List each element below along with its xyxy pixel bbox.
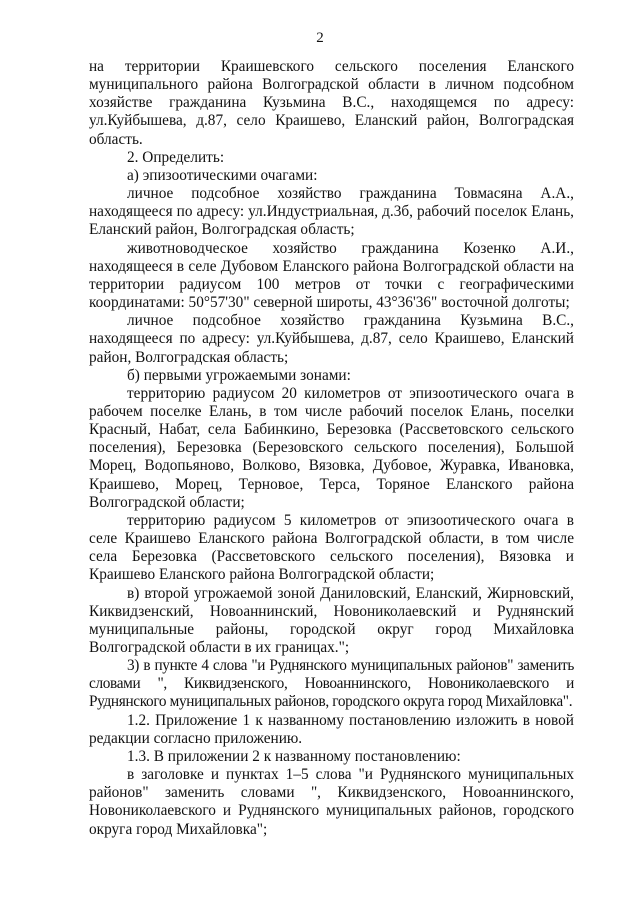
paragraph-title-amendment: в заголовке и пунктах 1–5 слова "и Руднянского муниципальных районов" заменить словами ", Киквидзенского, Новоаннинского, Новониколаевского и Руднянского муниципальных районов, городского округа город Михайловка"; xyxy=(89,766,574,838)
paragraph-kozenko-farm: животноводческое хозяйство гражданина Козенко А.И., находящееся в селе Дубовом Еланского района Волгоградской области на территории радиусом 100 метров от точки с географическими координатами: 50°57'30" северной широты, 43°36'36" восточной долготы; xyxy=(89,239,574,312)
paragraph-epizootic-foci: а) эпизоотическими очагами: xyxy=(127,166,318,184)
paragraph-appendix-1: 1.2. Приложение 1 к названному постановлению изложить в новой редакции согласно приложению. xyxy=(89,711,574,747)
paragraph-territory-kraishevo: на территории Краишевского сельского поселения Еланского муниципального района Волгоградской области в личном подсобном хозяйстве гражданина Кузьмина В.С., находящемся по адресу: ул.Куйбышева, д.87, село Краишево, Еланский район, Волгоградская область. xyxy=(89,58,574,148)
paragraph-kuzmin-farm: личное подсобное хозяйство гражданина Кузьмина В.С., находящееся по адресу: ул.Куйбышева, д.87, село Краишево, Еланский район, Волгоградская область; xyxy=(89,312,574,366)
document-body xyxy=(89,58,574,839)
paragraph-5km-zone: территорию радиусом 5 километров от эпизоотического очага в селе Краишево Еланского района Волгоградской области, в том числе села Березовка (Рассветовского сельского поселения), Вязовка и Краишево Еланского района Волгоградской области; xyxy=(89,511,574,584)
paragraph-tovmasyan-farm: личное подсобное хозяйство гражданина Товмасяна А.А., находящееся по адресу: ул.Индустриальная, д.3б, рабочий поселок Елань, Еланский район, Волгоградская область; xyxy=(89,185,574,239)
paragraph-point-4-amendment: 3) в пункте 4 слова "и Руднянского муниципальных районов" заменить словами ", Киквидзенского, Новоаннинского, Новониколаевского и Руднянского муниципальных районов, городского округа город Михайловка". xyxy=(89,657,574,711)
paragraph-define: 2. Определить: xyxy=(127,148,225,166)
paragraph-20km-zone: территорию радиусом 20 километров от эпизоотического очага в рабочем поселке Елань, в том числе рабочий поселок Елань, поселки Красный, Набат, села Бабинкино, Березовка (Рассветовского сельского поселения), Березовка (Березовского сельского поселения), Большой Морец, Водопьяново, Волково, Вязовка, Дубовое, Журавка, Ивановка, Краишево, Морец, Терновое, Терса, Торяное Еланского района Волгоградской области; xyxy=(89,384,574,511)
paragraph-appendix-2: 1.3. В приложении 2 к названному постановлению: xyxy=(127,747,461,765)
paragraph-second-threat-zone: в) второй угрожаемой зоной Даниловский, Еланский, Жирновский, Киквидзенский, Новоаннинский, Новониколаевский и Руднянский муниципальные районы, городской округ город Михайловка Волгоградской области в их границах."; xyxy=(89,584,574,656)
paragraph-first-threat-zones: б) первыми угрожаемыми зонами: xyxy=(127,366,351,384)
page-number: 2 xyxy=(316,30,324,46)
